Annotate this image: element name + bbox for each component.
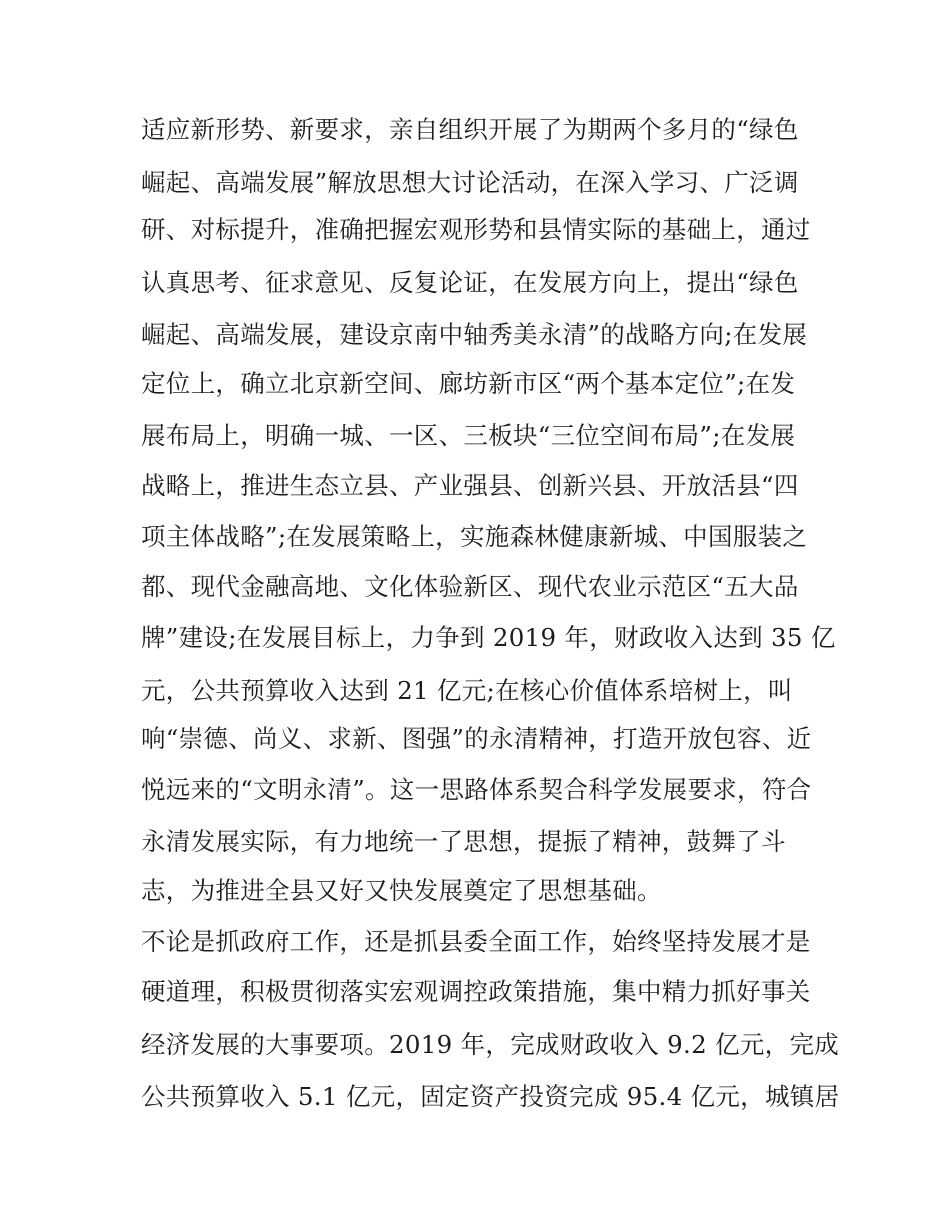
text-line: 不论是抓政府工作，还是抓县委全面工作，始终坚持发展才是 (141, 927, 811, 956)
text-line: 永清发展实际，有力地统一了思想，提振了精神，鼓舞了斗 (141, 827, 786, 856)
text-line: 悦远来的“文明永清”。这一思路体系契合科学发展要求，符合 (141, 775, 812, 804)
text-line: 认真思考、征求意见、反复论证，在发展方向上，提出“绿色 (141, 268, 799, 297)
text-line: 响“崇德、尚义、求新、图强”的永清精神，打造开放包容、近 (141, 724, 812, 753)
text-line: 项主体战略”;在发展策略上，实施森林健康新城、中国服装之 (141, 522, 808, 551)
text-line: 硬道理，积极贯彻落实宏观调控政策措施，集中精力抓好事关 (141, 977, 811, 1006)
text-line: 经济发展的大事要项。2019 年，完成财政收入 9.2 亿元，完成 (141, 1030, 840, 1059)
text-line: 研、对标提升，准确把握宏观形势和县情实际的基础上，通过 (141, 215, 811, 244)
text-line: 战略上，推进生态立县、产业强县、创新兴县、开放活县“四 (141, 471, 799, 500)
text-line: 崛起、高端发展”解放思想大讨论活动，在深入学习、广泛调 (141, 168, 799, 197)
text-line: 牌”建设;在发展目标上，力争到 2019 年，财政收入达到 35 亿 (141, 623, 836, 652)
text-line: 适应新形势、新要求，亲自组织开展了为期两个多月的“绿色 (141, 115, 799, 144)
text-line: 都、现代金融高地、文化体验新区、现代农业示范区“五大品 (141, 572, 799, 601)
text-line: 公共预算收入 5.1 亿元，固定资产投资完成 95.4 亿元，城镇居 (141, 1082, 840, 1111)
text-line: 志，为推进全县又好又快发展奠定了思想基础。 (141, 876, 662, 905)
text-line: 元，公共预算收入达到 21 亿元;在核心价值体系培树上，叫 (141, 676, 793, 705)
text-line: 展布局上，明确一城、一区、三板块“三位空间布局”;在发展 (141, 421, 796, 450)
text-line: 定位上，确立北京新空间、廊坊新市区“两个基本定位”;在发 (141, 369, 796, 398)
text-line: 崛起、高端发展，建设京南中轴秀美永清”的战略方向;在发展 (141, 320, 808, 349)
